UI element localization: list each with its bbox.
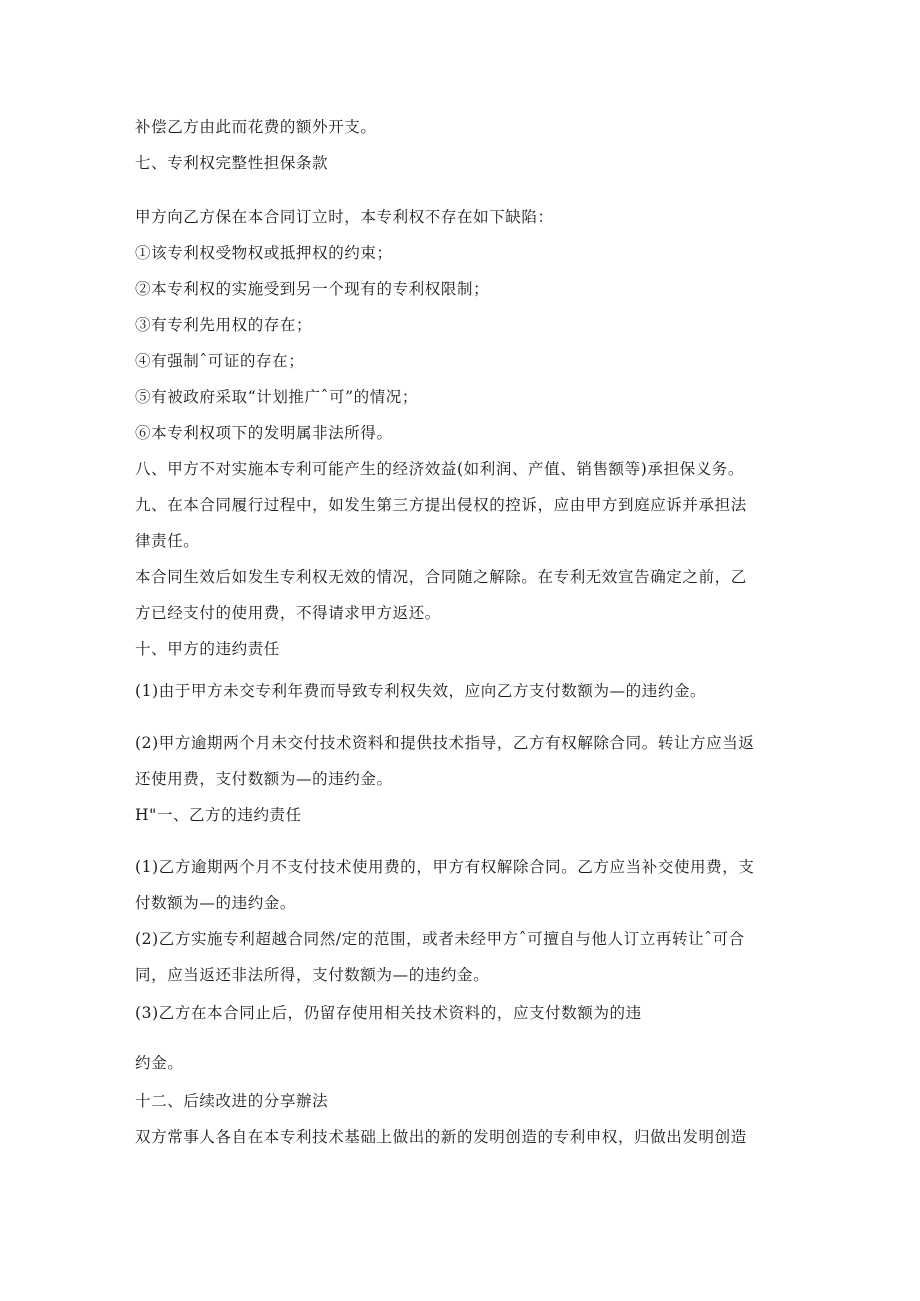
text-line: 甲方向乙方保在本合同订立时，本专利权不存在如下缺陷：: [135, 208, 554, 226]
section-heading-9: 九、在本合同履行过程中，如发生第三方提出侵权的控诉，应由甲方到庭应诉并承担法: [135, 496, 747, 514]
list-item: ①该专利权受物权或抵押权的约束；: [135, 244, 393, 262]
list-item: ⑤有被政府采取“计划推广ˆ可”的情况；: [135, 388, 418, 406]
list-item: (2)乙方实施专利超越合同然/定的范围，或者未经甲方ˆ可擅自与他人订立再转让ˆ可合: [135, 930, 745, 948]
text-line: 同，应当返还非法所得，支付数额为—的违约金。: [135, 966, 490, 984]
list-item: ③有专利先用权的存在；: [135, 316, 313, 334]
text-line: 补偿乙方由此而花费的额外开支。: [135, 118, 377, 136]
text-line: 双方常事人各自在本专利技术基础上做出的新的发明创造的专利申权，归做出发明创造: [135, 1128, 747, 1146]
list-item: (1)由于甲方未交专利年费而导致专利权失效，应向乙方支付数额为—的违约金。: [135, 682, 707, 700]
list-item: ④有强制ˆ可证的存在；: [135, 352, 305, 370]
section-heading-7: 七、专利权完整性担保条款: [135, 154, 329, 172]
section-heading-11: H"一、乙方的违约责任: [135, 806, 302, 824]
list-item: (3)乙方在本合同止后，仍留存使用相关技术资料的，应支付数额为的违: [135, 1004, 642, 1022]
text-line: 律责任。: [135, 532, 200, 550]
section-heading-10: 十、甲方的违约责任: [135, 640, 280, 658]
text-line: 本合同生效后如发生专利权无效的情况，合同随之解除。在专利无效宣告确定之前，乙: [135, 568, 747, 586]
text-line: 付数额为—的违约金。: [135, 894, 297, 912]
text-line: 还使用费，支付数额为—的违约金。: [135, 770, 393, 788]
list-item: ⑥本专利权项下的发明属非法所得。: [135, 424, 393, 442]
section-heading-8: 八、甲方不对实施本专利可能产生的经济效益(如利润、产值、销售额等)承担保义务。: [135, 460, 744, 478]
text-line: 方已经支付的使用费，不得请求甲方返还。: [135, 604, 441, 622]
list-item: ②本专利权的实施受到另一个现有的专利权限制；: [135, 280, 490, 298]
text-line: 约金。: [135, 1054, 184, 1072]
section-heading-12: 十二、后续改进的分享辦法: [135, 1092, 329, 1110]
list-item: (2)甲方逾期两个月未交付技术资料和提供技术指导，乙方有权解除合同。转让方应当返: [135, 734, 755, 752]
list-item: (1)乙方逾期两个月不支付技术使用费的，甲方有权解除合同。乙方应当补交使用费，支: [135, 858, 755, 876]
